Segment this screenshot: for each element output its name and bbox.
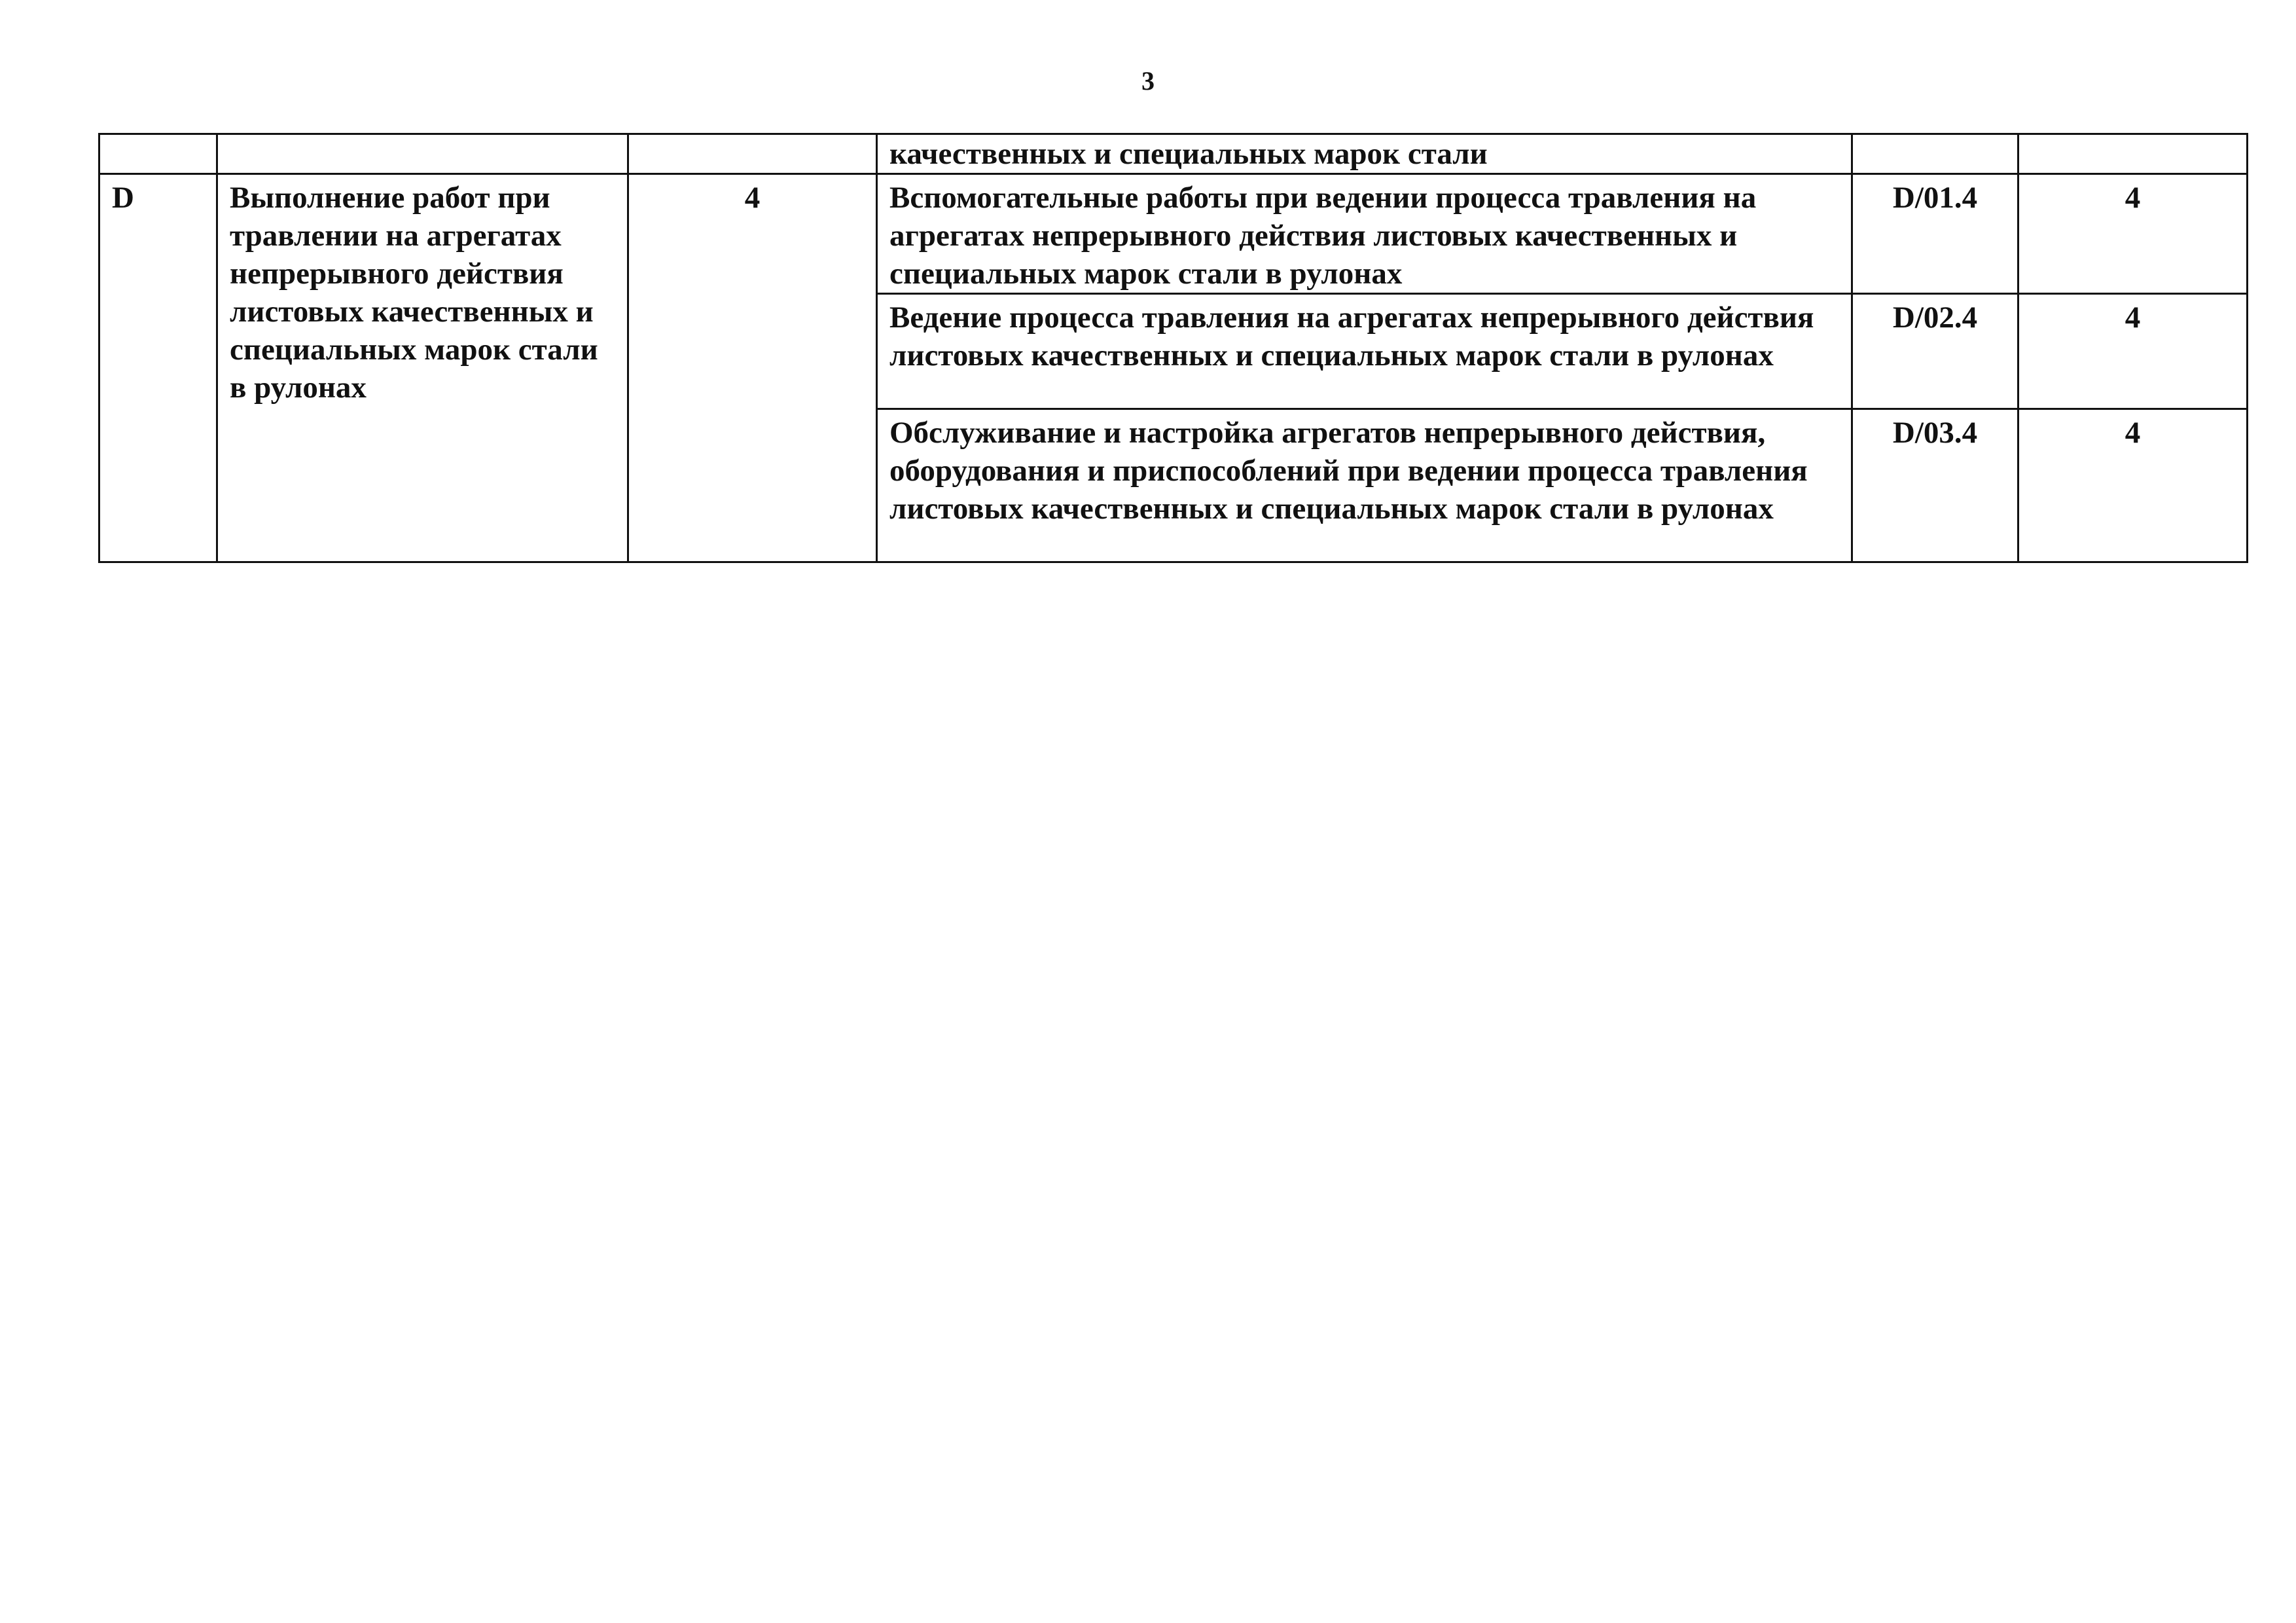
function-name: Вспомогательные работы при ведении процесса травления на агрегатах непрерывного действия листовых качественных и специальных марок стали в рулонах [877,174,1852,294]
function-code: D/03.4 [1852,409,2018,562]
empty-cell [217,134,628,174]
group-code: D [99,174,217,562]
page-number: 3 [1141,66,1155,96]
empty-cell [99,134,217,174]
function-level: 4 [2018,174,2248,294]
function-level: 4 [2018,294,2248,409]
function-name: Обслуживание и настройка агрегатов непрерывного действия, оборудования и приспособлений при ведении процесса травления листовых качественных и специальных марок стали в рулонах [877,409,1852,562]
function-code: D/02.4 [1852,294,2018,409]
empty-cell [1852,134,2018,174]
empty-cell [628,134,877,174]
function-level: 4 [2018,409,2248,562]
functions-table [98,133,2248,563]
group-level: 4 [628,174,877,562]
empty-cell [2018,134,2248,174]
function-name: Ведение процесса травления на агрегатах непрерывного действия листовых качественных и специальных марок стали в рулонах [877,294,1852,409]
table-row [99,174,2248,294]
continuation-text: качественных и специальных марок стали [877,134,1852,174]
table-row-continuation [99,134,2248,174]
function-code: D/01.4 [1852,174,2018,294]
group-name: Выполнение работ при травлении на агрегатах непрерывного действия листовых качественных и специальных марок стали в рулонах [217,174,628,562]
